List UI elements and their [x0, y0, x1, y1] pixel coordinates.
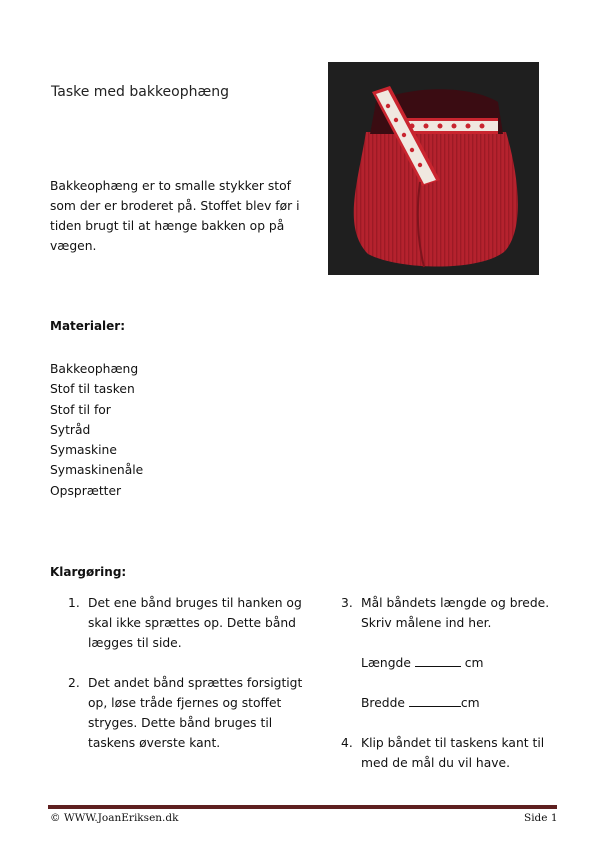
spacer: [341, 673, 561, 693]
step-item: [68, 673, 308, 753]
width-label: Bredde: [361, 696, 405, 710]
step-number: 3.: [341, 596, 353, 610]
spacer: [341, 713, 561, 733]
list-item: Symaskine: [50, 443, 117, 458]
step-text: Det ene bånd bruges til hanken og skal ikke sprættes op. Dette bånd lægges til side.: [88, 596, 302, 650]
bag-illustration: [328, 62, 539, 275]
prep-heading: Klargøring:: [50, 565, 127, 579]
length-field: [341, 653, 561, 673]
width-field: [341, 693, 561, 713]
spacer: [341, 633, 561, 653]
length-label: Længde: [361, 656, 411, 670]
list-item: Symaskinenåle: [50, 463, 144, 478]
list-item: Stof til tasken: [50, 382, 135, 397]
list-item: Opsprætter: [50, 483, 122, 498]
spacer: [68, 653, 308, 673]
length-blank: [415, 654, 461, 667]
page-title: Taske med bakkeophæng: [51, 84, 229, 100]
page-number: Side 1: [524, 812, 558, 824]
materials-list: [50, 359, 143, 501]
materials-heading: Materialer:: [50, 319, 126, 333]
footer-copyright: © WWW.JoanEriksen.dk: [50, 812, 179, 824]
list-item: Sytråd: [50, 422, 91, 437]
step-item: [341, 733, 561, 773]
bag-photo: [328, 62, 539, 275]
footer-rule: [48, 805, 557, 809]
steps-column-right: [341, 593, 561, 773]
step-number: 1.: [68, 596, 80, 610]
step-item: [341, 593, 561, 633]
width-unit: cm: [460, 696, 480, 710]
list-item: Bakkeophæng: [50, 362, 139, 376]
step-text: Mål båndets længde og brede. Skriv målene ind her.: [361, 596, 550, 630]
steps-column-left: [68, 593, 308, 753]
list-item: Stof til for: [50, 402, 111, 417]
step-text: Klip båndet til taskens kant til med de mål du vil have.: [361, 736, 545, 770]
step-text: Det andet bånd sprættes forsigtigt op, løse tråde fjernes og stoffet stryges. Dette bånd bruges til taskens øverste kant.: [88, 676, 303, 750]
step-item: [68, 593, 308, 653]
step-number: 4.: [341, 736, 353, 750]
step-number: 2.: [68, 676, 80, 690]
length-unit: cm: [464, 656, 484, 670]
intro-paragraph: Bakkeophæng er to smalle stykker stof som der er broderet på. Stoffet blev før i tiden brugt til at hænge bakken op på vægen.: [50, 179, 300, 253]
width-blank: [409, 694, 461, 707]
